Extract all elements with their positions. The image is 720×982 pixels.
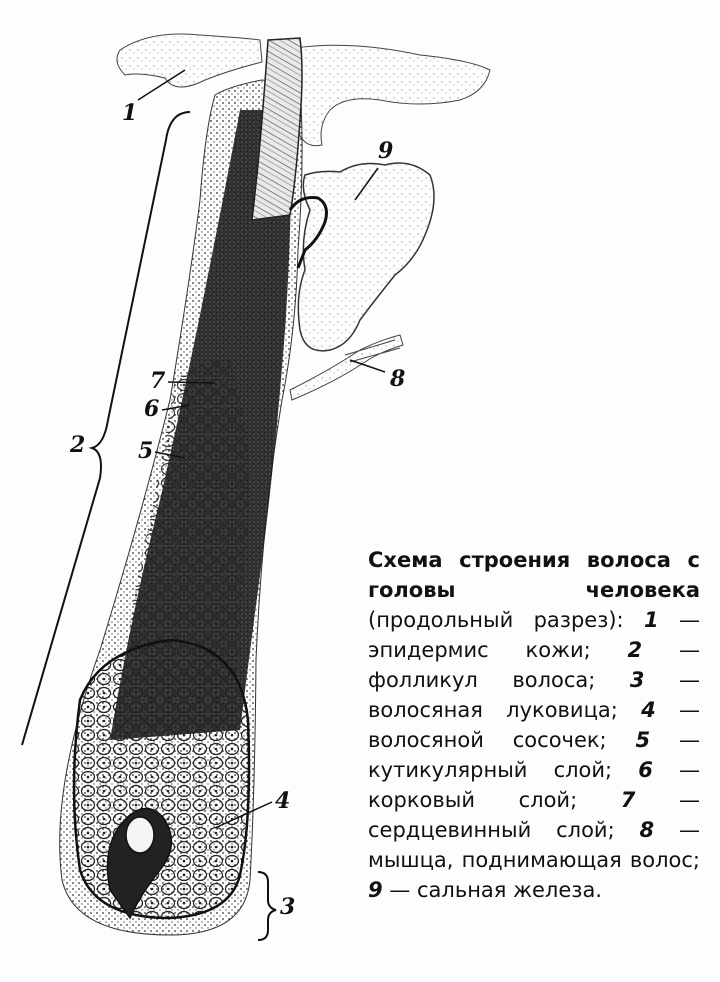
caption-num-5: 5 [635, 728, 651, 752]
label-cuticle: 5 [138, 438, 154, 464]
caption-text-8: — мышца, поднимающая волос; [368, 818, 700, 872]
sebaceous-gland [298, 163, 434, 351]
caption-text-9: — сальная железа. [382, 878, 602, 902]
label-epidermis: 1 [122, 100, 138, 126]
caption-num-7: 7 [620, 788, 636, 812]
label-follicle: 2 [70, 432, 86, 458]
caption-num-6: 6 [638, 758, 653, 782]
label-papilla: 4 [275, 788, 291, 814]
bracket-bulb [258, 872, 276, 940]
caption-intro: (продольный разрез): [368, 608, 644, 632]
caption-text-2: — фолликул волоса; [368, 638, 700, 692]
epidermis-left [117, 34, 262, 87]
caption-num-9: 9 [368, 878, 383, 902]
caption-num-2: 2 [627, 638, 643, 662]
caption-text-5: — кутикулярный слой; [368, 728, 700, 782]
figure-caption [368, 545, 700, 905]
caption-num-1: 1 [644, 608, 659, 632]
caption-text-6: — корковый слой; [368, 758, 700, 812]
caption-title: Схема строения волоса с головы человека [368, 548, 700, 602]
leader-7 [168, 382, 215, 383]
epidermis-right [293, 45, 491, 145]
label-bulb: 3 [280, 894, 296, 920]
label-cortex: 6 [144, 396, 160, 422]
caption-num-8: 8 [639, 818, 655, 842]
label-medulla: 7 [150, 368, 166, 394]
label-gland: 9 [378, 138, 394, 164]
caption-text-4: — волосяной сосочек; [368, 698, 700, 752]
caption-num-3: 3 [629, 668, 645, 692]
caption-text-3: — волосяная луковица; [368, 668, 700, 722]
hair-bulb [74, 640, 249, 918]
caption-text-7: — сердцевинный слой; [368, 788, 700, 842]
caption-text-1: — эпидермис кожи; [368, 608, 700, 662]
label-muscle: 8 [390, 366, 406, 392]
papilla-center [126, 817, 154, 853]
caption-num-4: 4 [641, 698, 656, 722]
